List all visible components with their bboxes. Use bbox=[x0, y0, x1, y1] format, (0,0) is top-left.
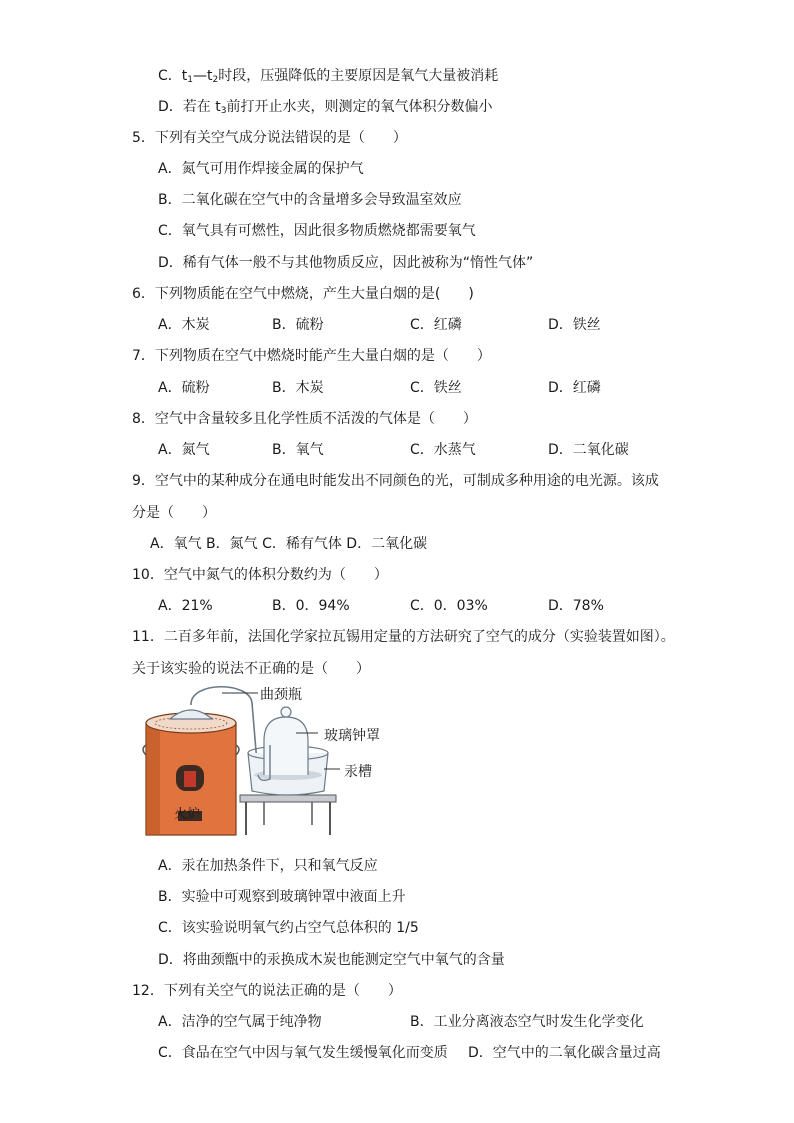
q9-stem-line2: 分是（ ） bbox=[132, 505, 216, 521]
q10-option-b: B．0．94% bbox=[272, 598, 350, 614]
q4-d-post: 前打开止水夹，则测定的氧气体积分数偏小 bbox=[226, 99, 493, 115]
q11-option-b: B．实验中可观察到玻璃钟罩中液面上升 bbox=[158, 889, 406, 905]
q5-stem: 5．下列有关空气成分说法错误的是（ ） bbox=[132, 130, 407, 146]
q4-d-pre: D．若在 t bbox=[158, 99, 221, 115]
q10-stem: 10．空气中氮气的体积分数约为（ ） bbox=[132, 567, 388, 583]
q8-stem: 8．空气中含量较多且化学性质不活泼的气体是（ ） bbox=[132, 411, 477, 427]
q9-options: A．氧气 B．氮气 C．稀有气体 D．二氧化碳 bbox=[150, 536, 428, 552]
q4-option-c bbox=[158, 66, 498, 90]
q6-stem: 6．下列物质能在空气中燃烧，产生大量白烟的是( ) bbox=[132, 286, 474, 302]
q4-c-pre: C．t bbox=[158, 68, 188, 84]
q4-option-d bbox=[158, 97, 492, 121]
q5-option-c: C．氧气具有可燃性，因此很多物质燃烧都需要氧气 bbox=[158, 223, 476, 239]
lavoisier-apparatus-figure bbox=[140, 683, 400, 843]
q7-option-b: B．木炭 bbox=[272, 380, 324, 396]
q5-option-d: D．稀有气体一般不与其他物质反应，因此被称为“惰性气体” bbox=[158, 255, 534, 271]
table-top bbox=[240, 795, 336, 802]
q4-c-sub2: 2 bbox=[212, 75, 219, 85]
q5-option-a: A．氮气可用作焊接金属的保护气 bbox=[158, 161, 364, 177]
q8-option-a: A．氮气 bbox=[158, 442, 210, 458]
q12-stem: 12．下列有关空气的说法正确的是（ ） bbox=[132, 983, 402, 999]
label-trough: 汞槽 bbox=[344, 764, 372, 780]
q12-option-a: A．洁净的空气属于纯净物 bbox=[158, 1014, 322, 1030]
q11-option-c: C．该实验说明氧气约占空气总体积的 1/5 bbox=[158, 920, 419, 936]
label-furnace: 火炉 bbox=[174, 807, 201, 822]
q10-option-d: D．78% bbox=[548, 598, 604, 614]
furnace-shade bbox=[146, 723, 160, 835]
q6-option-d: D．铁丝 bbox=[548, 317, 601, 333]
q4-c-sub1: 1 bbox=[187, 75, 193, 85]
q5-option-b: B．二氧化碳在空气中的含量增多会导致温室效应 bbox=[158, 192, 462, 208]
q6-option-c: C．红磷 bbox=[410, 317, 462, 333]
q11-option-a: A．汞在加热条件下，只和氧气反应 bbox=[158, 858, 378, 874]
retort-bulb bbox=[170, 710, 212, 719]
q12-option-b: B．工业分离液态空气时发生化学变化 bbox=[410, 1014, 644, 1030]
q9-stem-line1: 9．空气中的某种成分在通电时能发出不同颜色的光，可制成多种用途的电光源。该成 bbox=[132, 473, 659, 489]
q6-option-b: B．硫粉 bbox=[272, 317, 324, 333]
q4-c-mid: —t bbox=[193, 68, 213, 84]
label-bell-jar: 玻璃钟罩 bbox=[324, 728, 380, 744]
q11-option-d: D．将曲颈甑中的汞换成木炭也能测定空气中氧气的含量 bbox=[158, 952, 505, 968]
q6-option-a: A．木炭 bbox=[158, 317, 210, 333]
q12-option-c: C．食品在空气中因与氧气发生缓慢氧化而变质 bbox=[158, 1045, 448, 1061]
bell-jar-knob bbox=[281, 707, 291, 717]
q8-option-c: C．水蒸气 bbox=[410, 442, 476, 458]
q7-option-d: D．红磷 bbox=[548, 380, 601, 396]
q4-c-post: 时段，压强降低的主要原因是氧气大量被消耗 bbox=[218, 68, 499, 84]
q4-d-sub: 3 bbox=[220, 106, 227, 116]
q11-stem-line1: 11．二百多年前，法国化学家拉瓦锡用定量的方法研究了空气的成分（实验装置如图）。 bbox=[132, 629, 675, 645]
q8-option-b: B．氧气 bbox=[272, 442, 324, 458]
label-flask: 曲颈瓶 bbox=[260, 687, 302, 703]
flame-icon bbox=[184, 771, 196, 787]
q8-option-d: D．二氧化碳 bbox=[548, 442, 629, 458]
q7-option-a: A．硫粉 bbox=[158, 380, 210, 396]
q10-option-c: C．0．03% bbox=[410, 598, 488, 614]
q7-stem: 7．下列物质在空气中燃烧时能产生大量白烟的是（ ） bbox=[132, 348, 491, 364]
q11-stem-line2: 关于该实验的说法不正确的是（ ） bbox=[132, 661, 370, 677]
q7-option-c: C．铁丝 bbox=[410, 380, 462, 396]
q12-option-d: D．空气中的二氧化碳含量过高 bbox=[468, 1045, 661, 1061]
q10-option-a: A．21% bbox=[158, 598, 213, 614]
